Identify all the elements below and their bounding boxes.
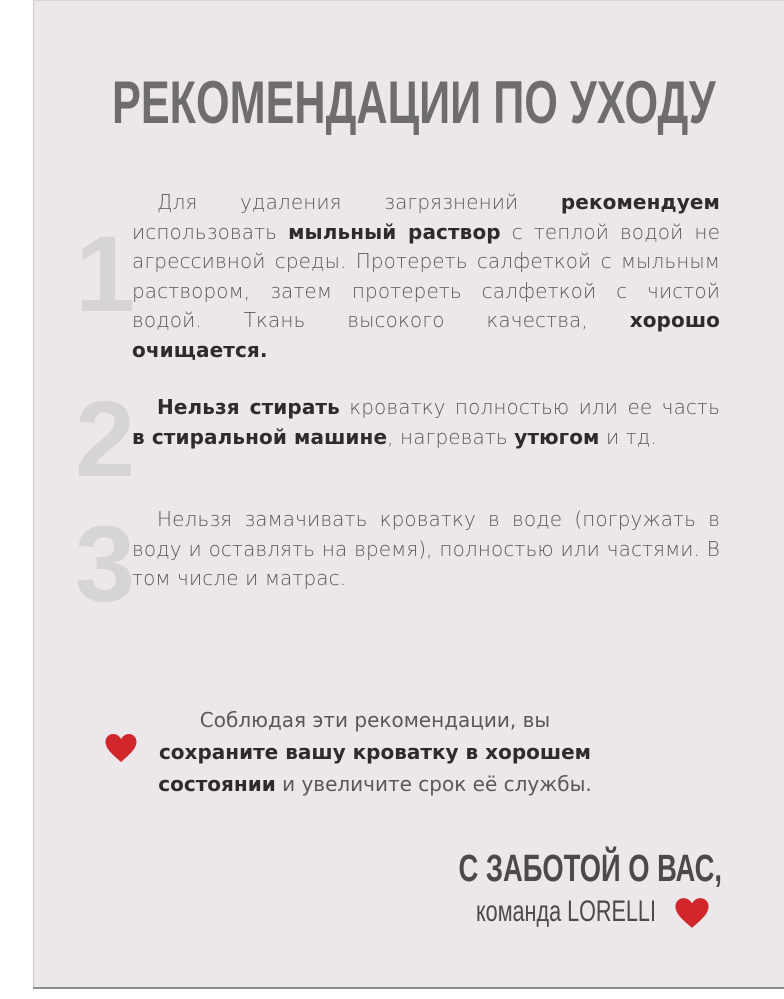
step-text-bold: Нельзя стирать xyxy=(157,395,340,419)
step-text-span: кроватку полностью или ее часть xyxy=(339,395,720,419)
closing-bold: сохраните вашу кроватку в хорошем состоянии xyxy=(158,740,592,796)
step-text-bold: в стиральной машине xyxy=(132,424,388,449)
divider xyxy=(33,987,784,989)
step-text-bold: рекомендуем xyxy=(560,190,720,214)
signature-line1: С ЗАБОТОЙ О ВАС, xyxy=(458,848,722,890)
step-number-3: 3 xyxy=(75,503,136,624)
step-number-2: 2 xyxy=(75,378,136,499)
step-text-bold: хорошо очищается. xyxy=(132,308,720,362)
signature-line2: команда LORELLI xyxy=(476,895,656,928)
closing-line1: Соблюдая эти рекомендации, вы xyxy=(199,708,551,732)
closing-rest: и увеличите срок её службы. xyxy=(275,772,592,796)
step-text-1 xyxy=(132,188,720,365)
page-title: РЕКОМЕНДАЦИИ ПО УХОДУ xyxy=(112,69,716,136)
care-card xyxy=(33,0,784,989)
step-text-2 xyxy=(132,393,720,452)
step-text-span: с теплой водой не агрессивной среды. Протереть салфеткой с мыльным раствором, затем протереть салфеткой с чистой водой. Ткань высокого качества, xyxy=(132,219,720,332)
closing-note xyxy=(140,704,610,800)
heart-icon-signature xyxy=(674,897,710,929)
step-text-span: , нагревать xyxy=(387,424,515,449)
step-text-span: Для удаления загрязнений xyxy=(157,190,561,214)
heart-icon xyxy=(104,733,138,763)
step-text-span: и тд. xyxy=(599,424,657,449)
step-text-bold: утюгом xyxy=(514,424,600,449)
step-text-span: Нельзя замачивать кроватку в воде (погружать в воду и оставлять на время), полностью или частями. В том числе и матрас. xyxy=(132,507,720,590)
step-number-1: 1 xyxy=(75,213,136,334)
step-text-3 xyxy=(132,505,720,594)
step-text-bold: мыльный раствор xyxy=(288,219,501,244)
step-text-span: использовать xyxy=(132,219,289,244)
